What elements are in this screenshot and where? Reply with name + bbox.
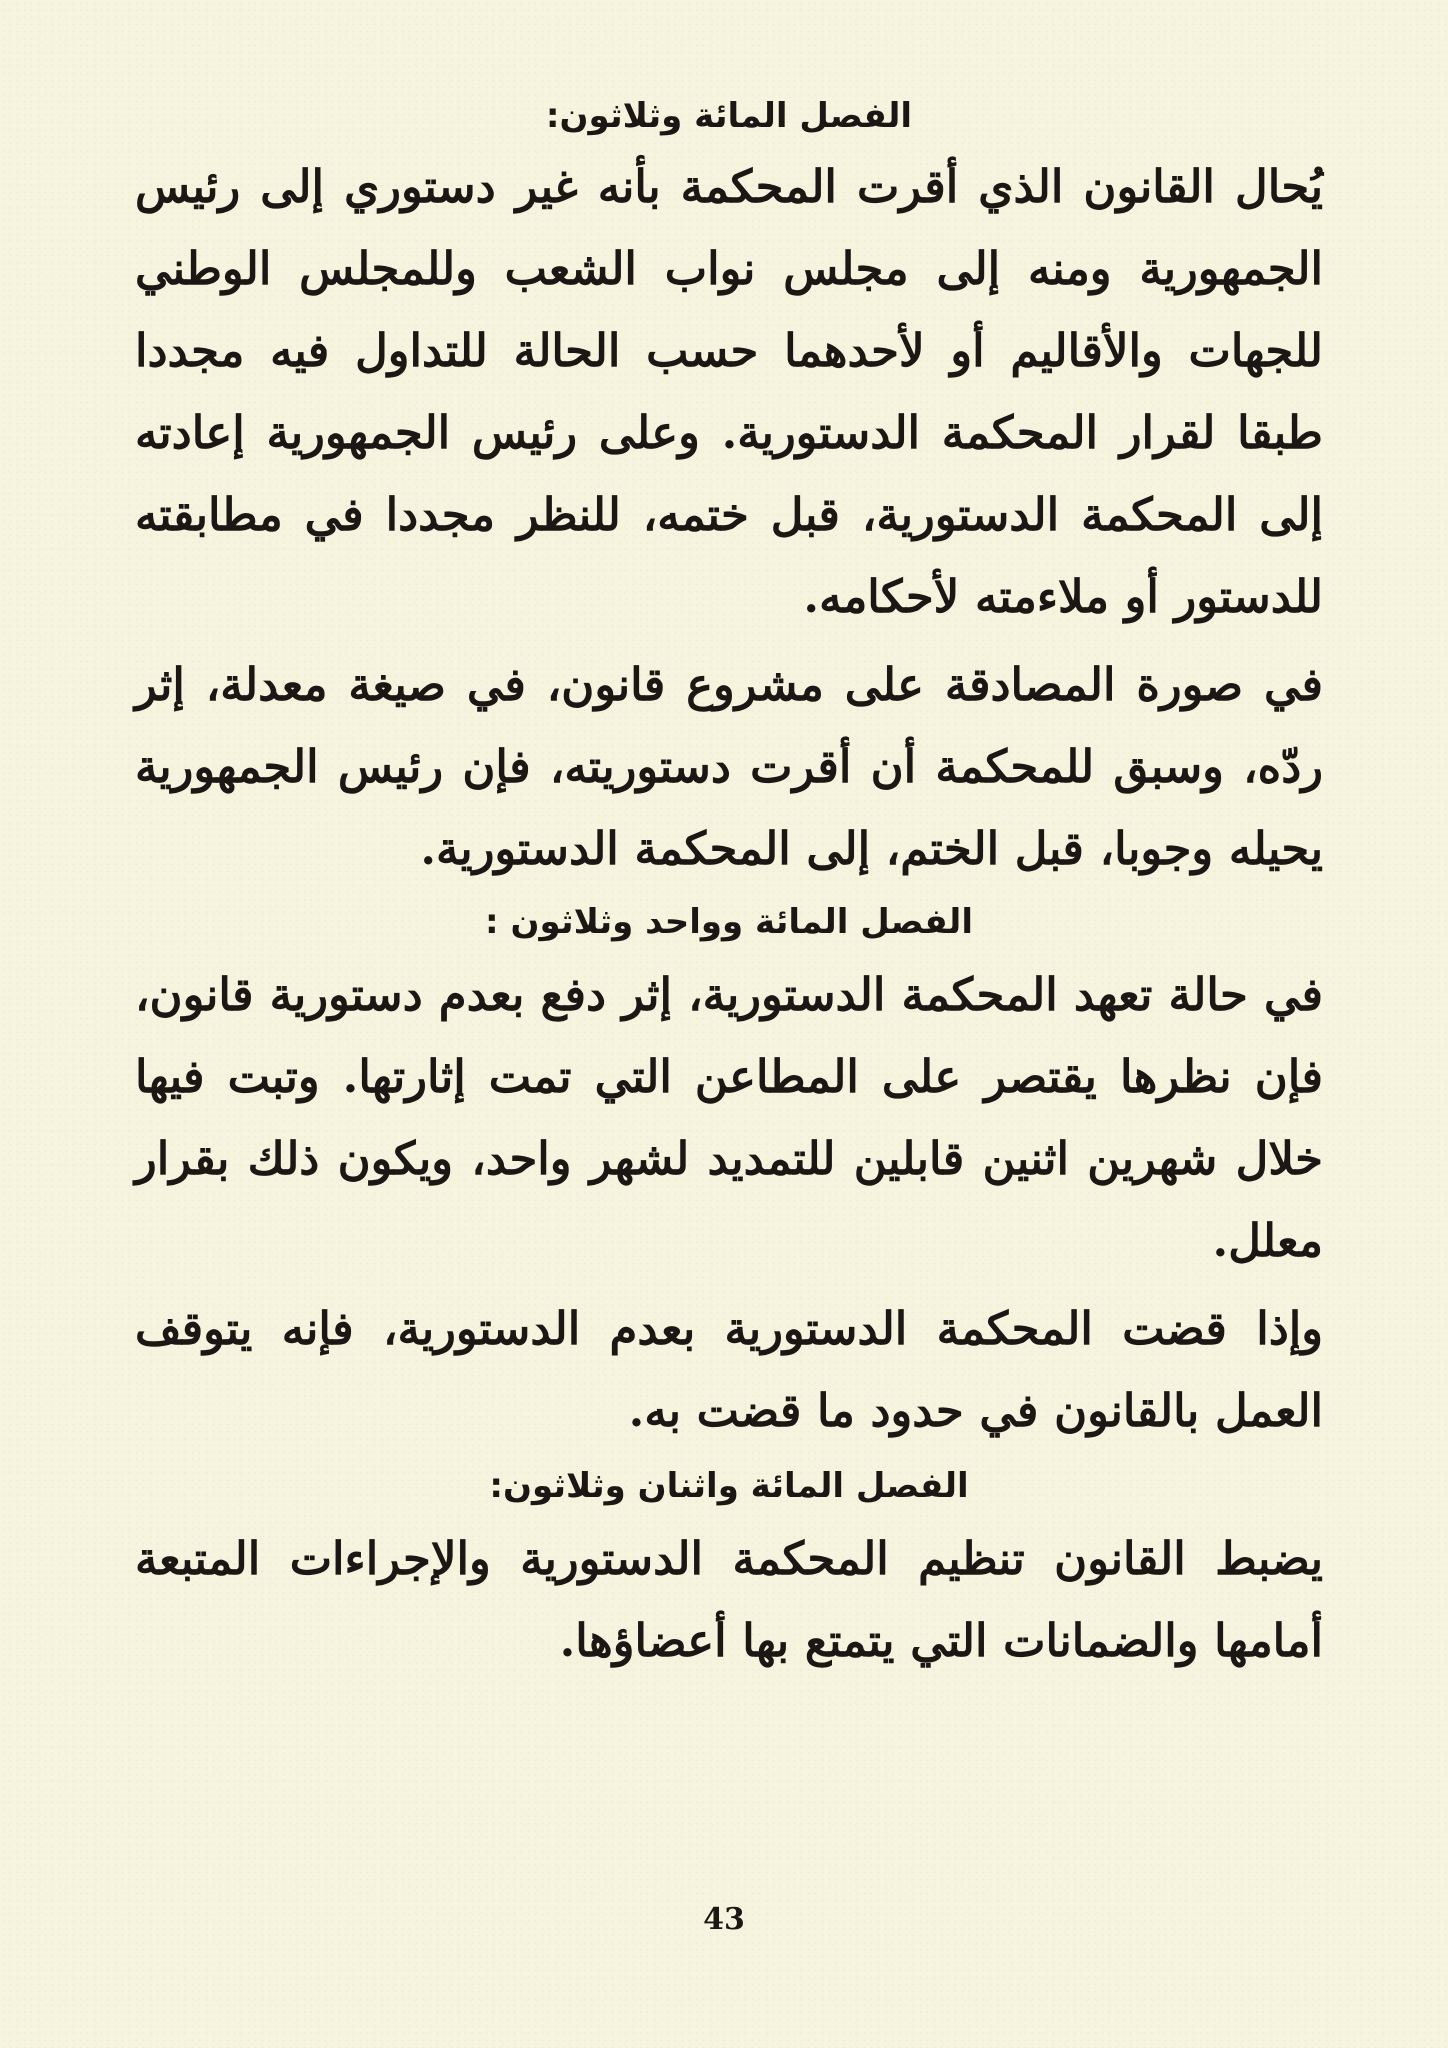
article-131-heading: الفصل المائة وواحد وثلاثون : — [485, 902, 973, 942]
article-131-paragraph-1: في حالة تعهد المحكمة الدستورية، إثر دفع بعدم دستورية قانون، فإن نظرها يقتصر على المطاعن التي تمت إثارتها. وتبت فيها خلال شهرين اثنين قابلين للتمديد لشهر واحد، ويكون ذلك بقرار معلل. — [135, 968, 1323, 1267]
article-132-heading: الفصل المائة واثنان وثلاثون: — [489, 1466, 969, 1506]
article-131-paragraph-2: وإذا قضت المحكمة الدستورية بعدم الدستورية، فإنه يتوقف العمل بالقانون في حدود ما قضت به. — [135, 1302, 1323, 1437]
page-number: 43 — [703, 1902, 745, 1937]
article-130-paragraph-2: في صورة المصادقة على مشروع قانون، في صيغة معدلة، إثر ردّه، وسبق للمحكمة أن أقرت دستوريته، فإن رئيس الجمهورية يحيله وجوبا، قبل الختم، إلى المحكمة الدستورية. — [135, 658, 1323, 875]
article-130-paragraph-1: يُحال القانون الذي أقرت المحكمة بأنه غير دستوري إلى رئيس الجمهورية ومنه إلى مجلس نواب الشعب وللمجلس الوطني للجهات والأقاليم أو لأحدهما حسب الحالة للتداول فيه مجددا طبقا لقرار المحكمة الدستورية. وعلى رئيس الجمهورية إعادته إلى المحكمة الدستورية، قبل ختمه، للنظر مجددا في مطابقته للدستور أو ملاءمته لأحكامه. — [135, 160, 1323, 623]
page-body — [135, 90, 1323, 1688]
article-130-heading: الفصل المائة وثلاثون: — [545, 96, 913, 136]
article-132-paragraph-1: يضبط القانون تنظيم المحكمة الدستورية والإجراءات المتبعة أمامها والضمانات التي يتمتع بها أعضاؤها. — [135, 1532, 1323, 1667]
